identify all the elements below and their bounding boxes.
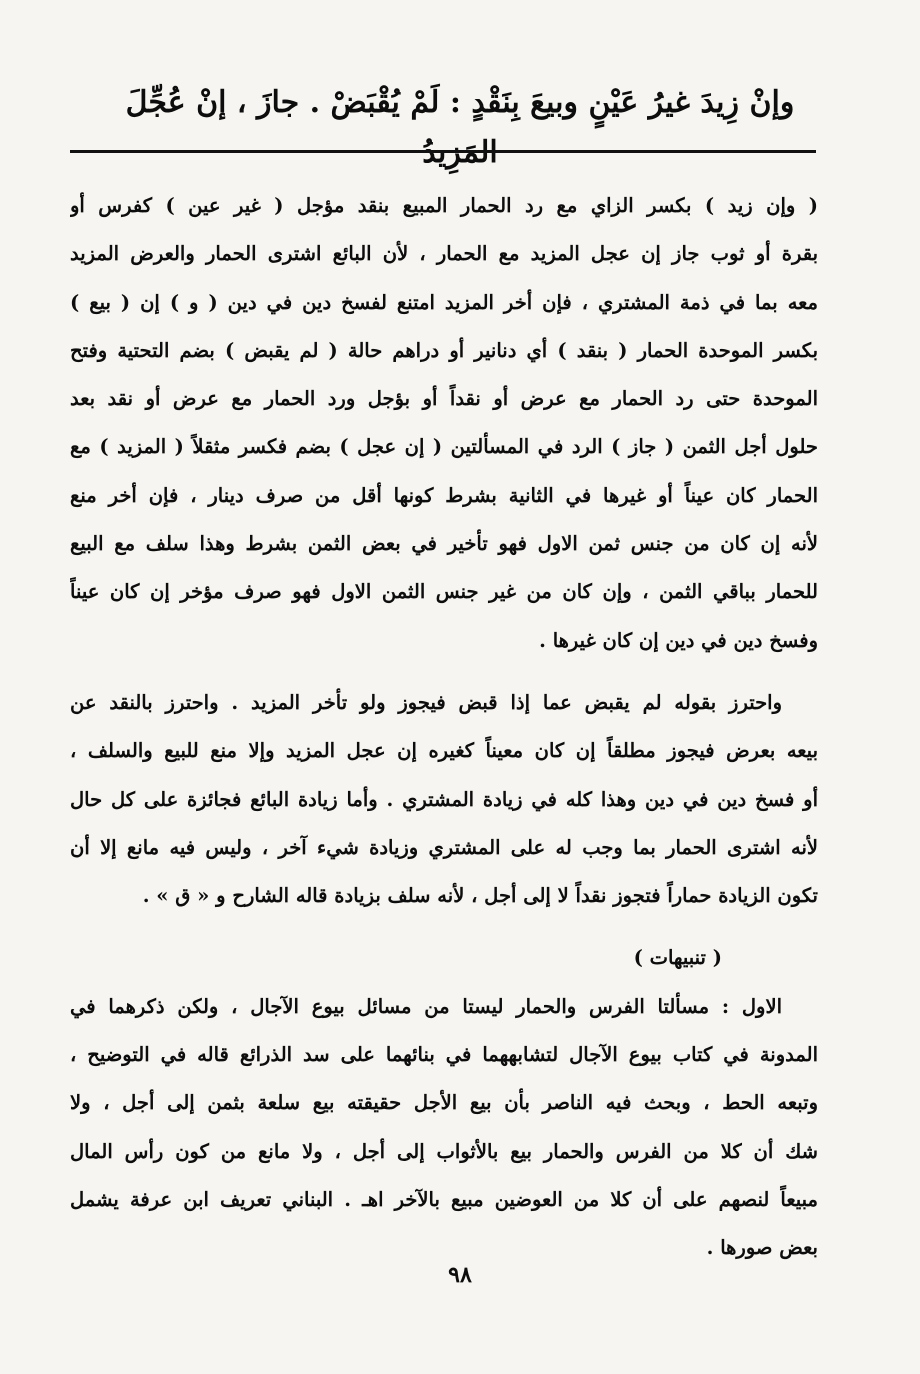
text-line: بيعه بعرض فيجوز مطلقاً إن كان معيناً كغيره إن عجل المزيد وإلا منع للبيع والسلف ، [70, 739, 818, 763]
text-line: الموحدة حتى رد الحمار مع عرض أو نقداً أو بؤجل ورد الحمار مع عرض أو نقد بعد [70, 387, 818, 411]
header-divider [70, 150, 816, 153]
text-line: وفسخ دين في دين إن كان غيرها . [539, 628, 818, 652]
text-line: الاول : مسألتا الفرس والحمار ليستا من مسائل بيوع الآجال ، ولكن ذكرهما في [70, 994, 782, 1018]
section-heading: ( تنبيهات ) [633, 946, 722, 970]
text-line: تكون الزيادة حماراً فتجوز نقداً لا إلى أجل ، لأنه سلف بزيادة قاله الشارح و « ق » . [142, 884, 818, 908]
text-line: مبيعاً لنصهم على أن كلا من العوضين مبيع بالآخر اهـ . البناني تعريف ابن عرفة يشمل [70, 1187, 818, 1211]
page-number: ٩٨ [448, 1262, 472, 1288]
text-line: معه بما في ذمة المشتري ، فإن أخر المزيد امتنع لفسخ دين في دين ( و ) إن ( بيع ) [70, 290, 818, 314]
text-line: لأنه إن كان من جنس ثمن الاول فهو تأخير في بعض الثمن بشرط وهذا سلف مع البيع [70, 532, 818, 556]
text-line: ( وإن زيد ) بكسر الزاي مع رد الحمار المبيع بنقد مؤجل ( غير عين ) كفرس أو [70, 194, 818, 217]
text-line: للحمار بباقي الثمن ، وإن كان من غير جنس الثمن الاول فهو صرف مؤخر إن كان عيناً [70, 580, 818, 604]
text-line: الحمار كان عيناً أو غيرها في الثانية بشرط كونها أقل من صرف دينار ، فإن أخر منع [70, 483, 818, 507]
text-line: حلول أجل الثمن ( جاز ) الرد في المسألتين ( إن عجل ) بضم فكسر مثقلاً ( المزيد ) مع [70, 435, 818, 459]
text-line: بكسر الموحدة الحمار ( بنقد ) أي دنانير أو دراهم حالة ( لم يقبض ) بضم التحتية وفتح [70, 338, 818, 362]
paragraph-2 [70, 679, 818, 920]
text-line: واحترز بقوله لم يقبض عما إذا قبض فيجوز ولو تأخر المزيد . واحترز بالنقد عن [70, 690, 782, 714]
page-body [70, 182, 818, 1273]
paragraph-1 [70, 182, 818, 665]
text-line: وتبعه الحط ، وبحث فيه الناصر بأن بيع الأجل حقيقته بيع سلعة بثمن إلى أجل ، ولا [70, 1091, 818, 1115]
text-line: لأنه اشترى الحمار بما وجب له على المشتري وزيادة شيء آخر ، وليس فيه مانع إلا أن [70, 835, 818, 859]
text-line: المدونة في كتاب بيوع الآجال لتشابههما في بنائهما على سد الذرائع قاله في التوضيح ، [70, 1043, 818, 1067]
page-header: وإنْ زِيدَ غيرُ عَيْنٍ وبيعَ بِنَقْدٍ : لَمْ يُقْبَضْ . جازَ ، إنْ عُجِّلَ المَزِيدُ [125, 85, 795, 170]
text-line: شك أن كلا من الفرس والحمار بيع بالأثواب إلى أجل ، ولا مانع من كون رأس المال [70, 1139, 818, 1163]
text-line: بقرة أو ثوب جاز إن عجل المزيد مع الحمار ، لأن البائع اشترى الحمار والعرض المزيد [70, 242, 818, 266]
text-line: أو فسخ دين في دين وهذا كله في زيادة المشتري . وأما زيادة البائع فجائزة على كل حال [70, 787, 818, 811]
text-line: بعض صورها . [706, 1236, 818, 1260]
paragraph-3 [70, 983, 818, 1273]
